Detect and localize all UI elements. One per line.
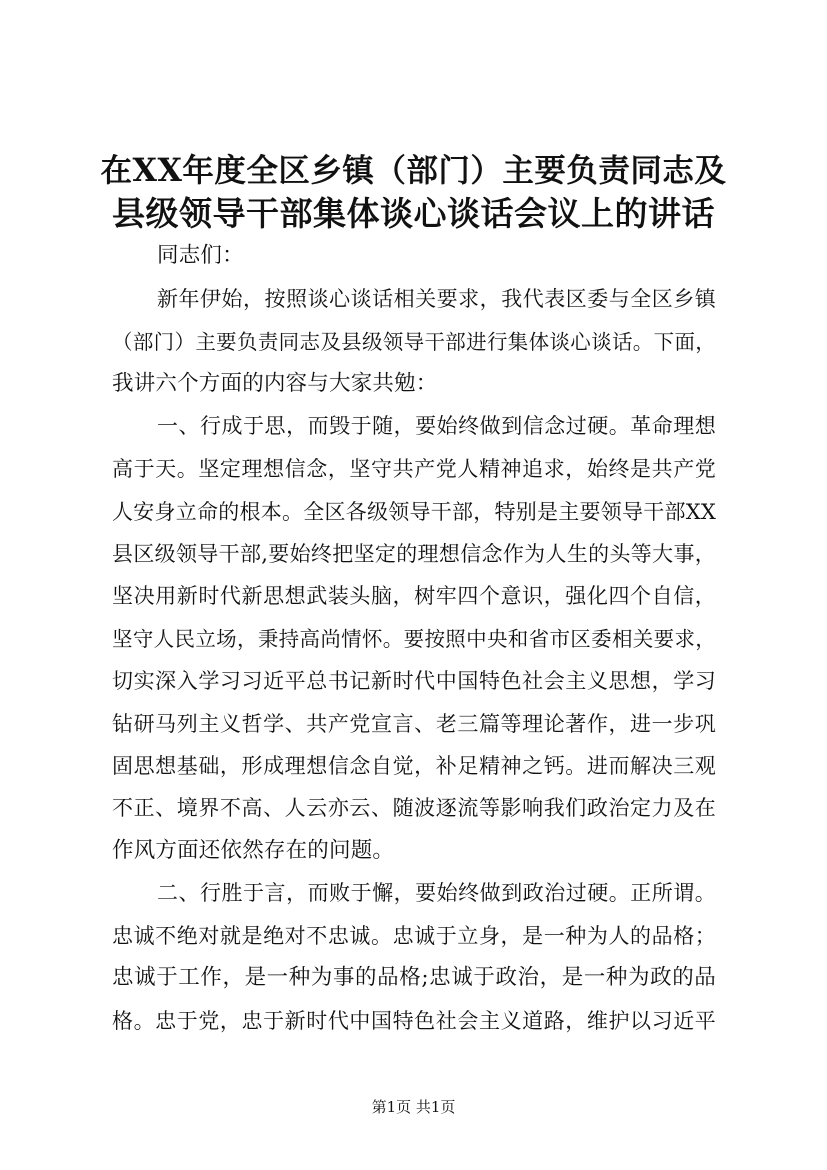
body-line: 格。忠于党，忠于新时代中国特色社会主义道路，维护以习近平 [112, 1009, 716, 1033]
body-line: 高于天。坚定理想信念，坚守共产党人精神追求，始终是共产党 [112, 457, 716, 481]
page-footer: 第1页 共1页 [371, 1098, 456, 1116]
body-line: 钻研马列主义哲学、共产党宣言、老三篇等理论著作，进一步巩 [112, 712, 716, 736]
salutation: 同志们： [157, 243, 244, 268]
body-line: 二、行胜于言，而败于懈，要始终做到政治过硬。正所谓。 [157, 881, 716, 905]
body-line: 一、行成于思，而毁于随，要始终做到信念过硬。革命理想 [157, 414, 716, 438]
body-line: 县区级领导干部,要始终把坚定的理想信念作为人生的头等大事， [112, 542, 716, 566]
document-title-line-2: 县级领导干部集体谈心谈话会议上的讲话 [112, 194, 715, 233]
body-line: 忠诚于工作，是一种为事的品格;忠诚于政治，是一种为政的品 [112, 965, 716, 990]
document-title-line-1: 在XX年度全区乡镇（部门）主要负责同志及 [100, 152, 727, 189]
body-line: 固思想基础，形成理想信念自觉，补足精神之钙。进而解决三观 [112, 754, 716, 778]
body-line: 坚决用新时代新思想武装头脑，树牢四个意识，强化四个自信， [112, 584, 716, 608]
body-line: 切实深入学习习近平总书记新时代中国特色社会主义思想，学习 [112, 669, 716, 693]
body-line: 不正、境界不高、人云亦云、随波逐流等影响我们政治定力及在 [112, 796, 716, 820]
body-line: 新年伊始，按照谈心谈话相关要求，我代表区委与全区乡镇 [157, 287, 716, 311]
body-line: 忠诚不绝对就是绝对不忠诚。忠诚于立身，是一种为人的品格； [112, 924, 716, 948]
body-line: 我讲六个方面的内容与大家共勉： [112, 371, 438, 396]
body-line: 坚守人民立场，秉持高尚情怀。要按照中央和省市区委相关要求， [112, 627, 716, 651]
body-line: 作风方面还依然存在的问题。 [112, 838, 395, 863]
body-line: （部门）主要负责同志及县级领导干部进行集体谈心谈话。下面， [112, 330, 716, 354]
body-line: 人安身立命的根本。全区各级领导干部，特别是主要领导干部XX [112, 500, 716, 524]
